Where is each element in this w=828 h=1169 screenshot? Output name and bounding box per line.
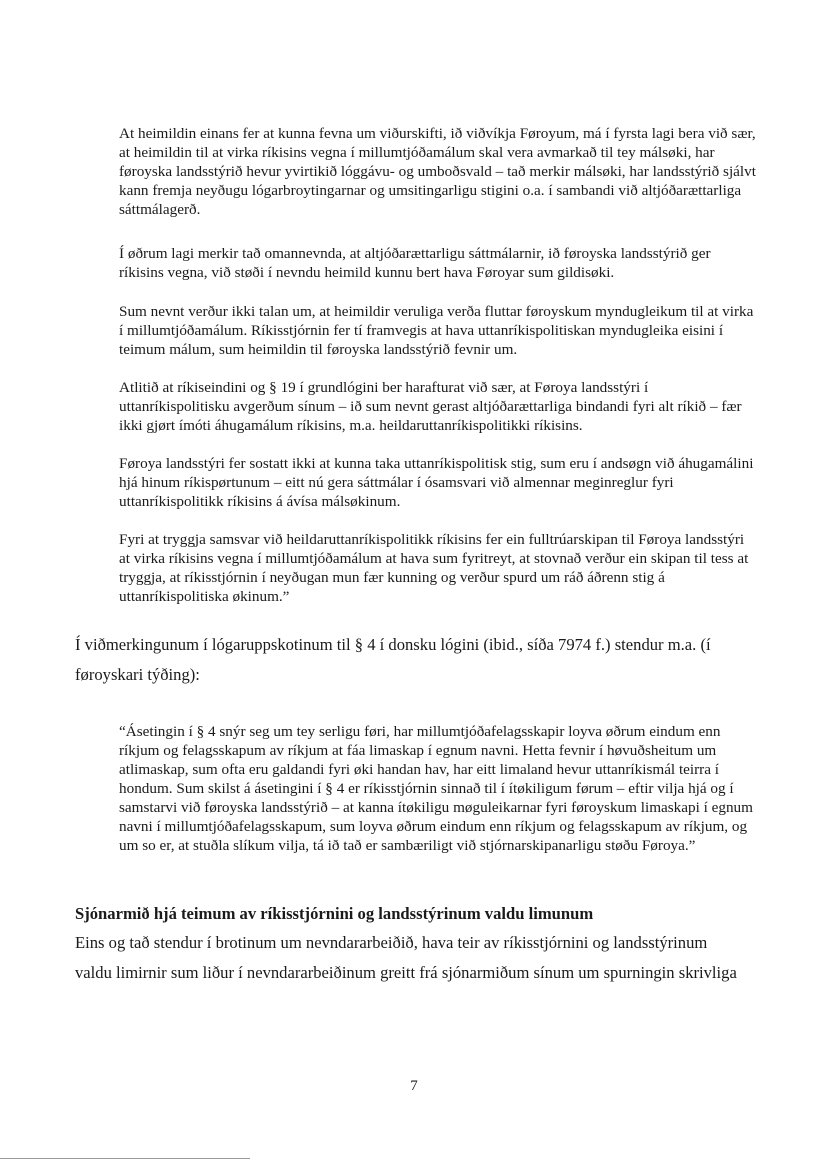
intro-line-2: føroyskari týðing): [75,665,200,684]
intro-line-1: Í viðmerkingunum í lógaruppskotinum til § 4 í donsku lógini (ibid., síða 7974 f.) stendur m.a. (í [75,635,711,654]
section-body-line-1: Eins og tað stendur í brotinum um nevndararbeiðið, hava teir av ríkisstjórnini og landsstýrinum [75,933,708,952]
page-number: 7 [410,1078,418,1094]
quote-paragraph-2: Í øðrum lagi merkir tað omannevnda, at altjóðarættarligu sáttmálarnir, ið føroyska landsstýrið ger ríkisins vegna, við støði í nevndu heimild kunnu bert hava Føroyar sum gildisøki. [119,245,711,281]
quote-paragraph-5: Føroya landsstýri fer sostatt ikki at kunna taka uttanríkispolitisk stig, sum eru í andsøgn við áhugamálini hjá hinum ríkispørtunum – eitt nú gera sáttmálar í ósamsvari við almennar meginreglur fyri uttanríkispolitikk ríkisins á ávísa málsøkinum. [119,455,754,510]
quote-danish-law-section-4: “Ásetingin í § 4 snýr seg um tey serligu føri, har millumtjóðafelagsskapir loyva øðrum eindum enn ríkjum og felagsskapum av ríkjum at fáa limaskap í egnum navni. Hetta fevnir í høvuðsheitum um atlimaskap, sum ofta eru galdandi fyri øki handan hav, har eitt limaland hevur uttanríkismál teirra í hondum. Sum skilst á ásetingini í § 4 er ríkisstjórnin sinnað til í ítøkiligum førum – eftir vilja hjá og í samstarvi við føroyska landsstýrið – at kanna ítøkiligu møguleikarnar fyri føroyskum limaskapi í egnum navni í millumtjóðafelagsskapum, sum loyva øðrum eindum enn ríkjum og felagsskapum av ríkjum, og um so er, at stuðla slíkum vilja, tá ið tað er sambæriligt við stjórnarskipanarligu støðu Føroya.” [119,723,753,854]
section-heading: Sjónarmið hjá teimum av ríkisstjórnini og landsstýrinum valdu limunum [75,904,594,923]
quote-paragraph-3: Sum nevnt verður ikki talan um, at heimildir veruliga verða fluttar føroyskum myndugleikum til at virka í millumtjóðamálum. Ríkisstjórnin fer tí framvegis at hava uttanríkispolitiskan myndugleika eisini í teimum málum, sum heimildin til føroyska landsstýrið fevnir um. [119,303,754,358]
section-body-line-2: valdu limirnir sum liður í nevndararbeiðinum greitt frá sjónarmiðum sínum um spurningin skrivliga [75,963,737,982]
quote-paragraph-4: Atlitið at ríkiseindini og § 19 í grundlógini ber harafturat við sær, at Føroya landsstýri í uttanríkispolitisku avgerðum sínum – ið sum nevnt gerast altjóðarættarliga bindandi fyri alt ríkið – fær ikki gjørt ímóti áhugamálum ríkisins, m.a. heildaruttanríkispolitikki ríkisins. [119,379,742,434]
quote-paragraph-1: At heimildin einans fer at kunna fevna um viðurskifti, ið viðvíkja Føroyum, má í fyrsta lagi bera við sær, at heimildin til at virka ríkisins vegna í millumtjóðamálum skal vera avmarkað til tey málsøki, har føroyska landsstýrið hevur yvirtikið lóggávu- og umboðsvald – tað merkir málsøki, har landsstýrið sjálvt kann fremja neyðugu lógarbroytingarnar og umsitingarligu stigini o.a. í sambandi við altjóðarættarliga sáttmálagerð. [119,125,756,218]
scan-edge-line [0,1158,250,1159]
quote-paragraph-6: Fyri at tryggja samsvar við heildaruttanríkispolitikk ríkisins fer ein fulltrúarskipan til Føroya landsstýri at virka ríkisins vegna í millumtjóðamálum at hava sum fyritreyt, at stovnað verður ein skipan til tess at tryggja, at ríkisstjórnin í neyðugan mun fær kunning og verður spurd um ráð áðrenn stig á uttanríkispolitiska økinum.” [119,531,749,605]
